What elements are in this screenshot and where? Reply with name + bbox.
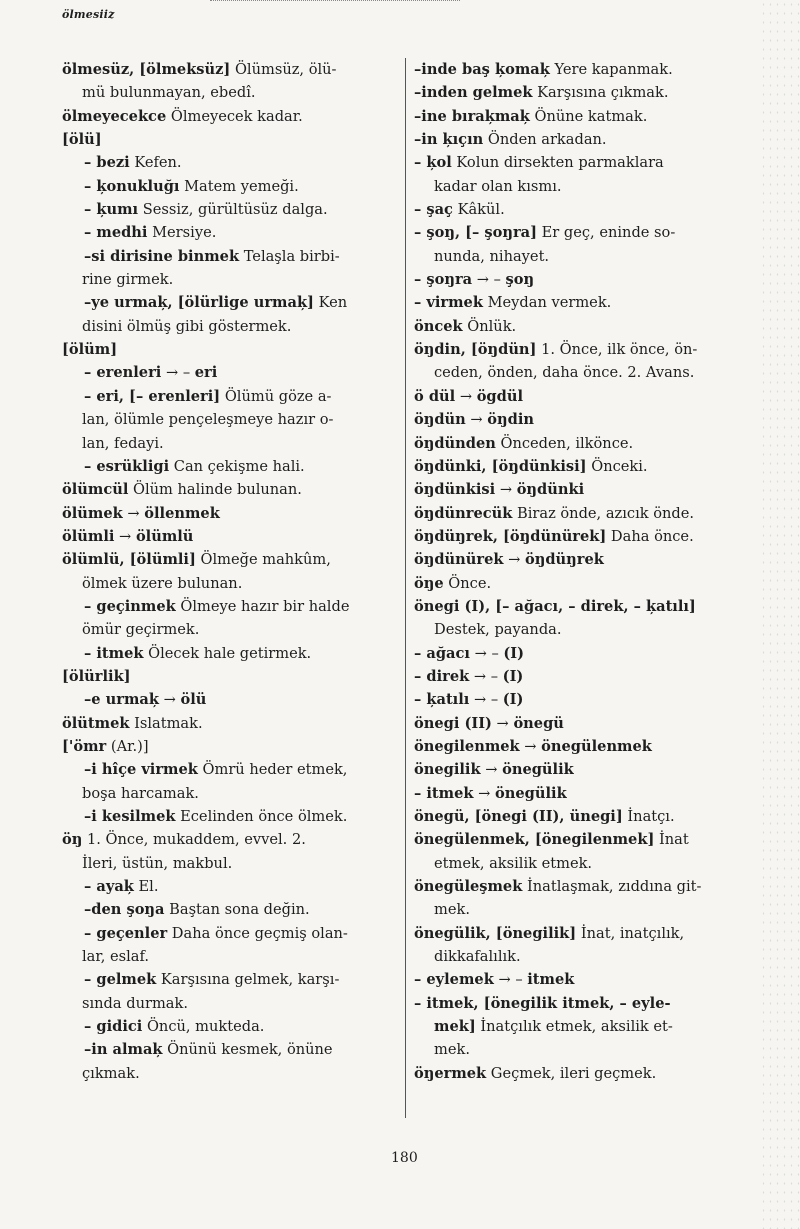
entry-line — [62, 175, 400, 198]
headword: öŋdünden — [414, 434, 496, 452]
headword: öŋdin — [487, 411, 534, 429]
headword: ['ömr — [62, 737, 107, 755]
definition-text: lan, ölümle pençeleşmeye hazır o- — [82, 411, 334, 429]
entry-line — [62, 548, 400, 571]
entry-line — [414, 315, 744, 338]
entry-line — [62, 572, 400, 595]
definition-text: etmek, aksilik etmek. — [434, 854, 593, 872]
definition-text: Er geç, eninde so- — [537, 224, 676, 242]
headword: – esrükligi — [84, 457, 170, 475]
headword: öŋdünkisi — [414, 481, 496, 499]
headword: ölü — [180, 691, 207, 709]
headword: – ķumı — [84, 201, 139, 219]
entry-line — [62, 502, 400, 525]
definition-text: → — [480, 761, 503, 779]
headword: – virmek — [414, 294, 483, 312]
headword: öŋermek — [414, 1064, 487, 1082]
entry-line — [414, 385, 744, 408]
definition-text: kadar olan kısmı. — [434, 177, 562, 195]
entry-line — [414, 338, 744, 361]
headword: – ķol — [414, 154, 452, 172]
headword: öncek — [414, 317, 463, 335]
headword: öŋdüŋrek — [524, 551, 604, 569]
headword: öŋdin, [öŋdün] — [414, 341, 537, 359]
entry-line — [414, 198, 744, 221]
headword: önegülik — [502, 761, 574, 779]
entry-line — [414, 455, 744, 478]
definition-text: İleri, üstün, makbul. — [82, 854, 233, 872]
headword: ölümlü — [135, 527, 194, 545]
entry-line — [414, 408, 744, 431]
headword: önegülik, [önegilik] — [414, 924, 577, 942]
entry-line — [62, 268, 400, 291]
entry-line — [62, 1038, 400, 1061]
headword: itmek — [527, 971, 575, 989]
definition-text: Ölümsüz, ölü- — [230, 61, 337, 78]
definition-text: Daha önce geçmiş olan- — [167, 924, 348, 942]
definition-text: Önceden, ilkönce. — [495, 434, 634, 452]
definition-text: Önlük. — [462, 317, 517, 335]
entry-line — [62, 828, 400, 851]
headword: – erenleri — [84, 364, 162, 382]
definition-text: İnat — [654, 831, 689, 849]
headword: – direk — [414, 667, 470, 685]
entry-line — [414, 478, 744, 501]
headword: – gelmek — [84, 971, 157, 989]
definition-text: mek. — [434, 901, 470, 919]
definition-text: sında durmak. — [82, 994, 188, 1012]
definition-text: ömür geçirmek. — [82, 621, 200, 639]
definition-text: → — [114, 527, 136, 545]
headword: –in ķıçın — [414, 131, 484, 149]
definition-text: → — [455, 387, 477, 405]
entry-line — [62, 758, 400, 781]
definition-text: Önüne katmak. — [529, 107, 648, 125]
headword: önegi (I), [– ağacı, – direk, – ķatılı] — [414, 597, 696, 615]
entry-line — [62, 688, 400, 711]
definition-text: 1. Önce, mukaddem, evvel. 2. — [82, 831, 306, 849]
headword: öŋe — [414, 574, 444, 592]
entry-line — [62, 455, 400, 478]
entry-line — [414, 1038, 744, 1061]
headword: – ķatılı — [414, 691, 470, 709]
entry-line — [62, 525, 400, 548]
headword: (I) — [503, 644, 525, 662]
definition-text: 1. Önce, ilk önce, ön- — [536, 341, 698, 359]
entry-line — [414, 548, 744, 571]
definition-text: Geçmek, ileri geçmek. — [486, 1064, 657, 1082]
entry-line — [414, 712, 744, 735]
headword: – şoŋ, [– şoŋra] — [414, 224, 537, 242]
entry-line — [414, 688, 744, 711]
entry-line — [414, 151, 744, 174]
entry-line — [414, 828, 744, 851]
entry-line — [62, 385, 400, 408]
entry-line — [62, 735, 400, 758]
definition-text: Baştan sona değin. — [164, 901, 310, 919]
scan-edge-noise — [760, 0, 800, 1229]
entry-line — [414, 361, 744, 384]
definition-text: ceden, önden, daha önce. 2. Avans. — [434, 364, 695, 382]
headword: – medhi — [84, 224, 148, 242]
definition-text: Karşısına çıkmak. — [532, 84, 669, 102]
definition-text: Kolun dirsekten parmaklara — [451, 154, 664, 172]
entry-line — [414, 525, 744, 548]
entry-line — [62, 221, 400, 244]
headword: – şaç — [414, 201, 453, 219]
entry-line — [414, 175, 744, 198]
headword: (I) — [502, 691, 524, 709]
entry-line — [62, 151, 400, 174]
entry-line — [414, 968, 744, 991]
entry-line — [414, 922, 744, 945]
definition-text: Ölümü göze a- — [220, 387, 332, 405]
definition-text: → – — [469, 667, 503, 685]
top-edge-rule — [210, 0, 460, 4]
definition-text: Ölecek hale getirmek. — [143, 644, 312, 662]
headword: – şoŋra — [414, 271, 473, 289]
entry-line — [414, 58, 744, 81]
entry-line — [62, 245, 400, 268]
headword: (I) — [502, 667, 524, 685]
headword: –e urmaķ — [84, 691, 159, 709]
definition-text: dikkafalılık. — [434, 948, 521, 966]
headword: önegilik — [414, 761, 481, 779]
headword: ölümlü, [ölümli] — [62, 551, 196, 569]
headword: –den şoŋa — [84, 901, 165, 919]
entry-line — [414, 291, 744, 314]
entry-line — [62, 81, 400, 104]
definition-text: İnat, inatçılık, — [576, 924, 685, 942]
headword: –i hîçe virmek — [84, 761, 198, 779]
headword: –in almaķ — [84, 1041, 163, 1059]
entry-line — [414, 105, 744, 128]
definition-text: → – — [469, 691, 503, 709]
headword: –inden gelmek — [414, 84, 533, 102]
headword: –inde baş ķomaķ — [414, 61, 550, 78]
definition-text: Biraz önde, azıcık önde. — [512, 504, 695, 522]
entry-line — [62, 361, 400, 384]
headword: –si dirisine binmek — [84, 247, 240, 265]
entry-line — [62, 58, 400, 81]
entry-line — [414, 221, 744, 244]
headword: – bezi — [84, 154, 130, 172]
headword: önegü, [önegi (II), ünegi] — [414, 808, 623, 825]
definition-text: Ölüm halinde bulunan. — [128, 481, 302, 499]
running-head: ölmesiiz — [62, 8, 115, 21]
definition-text: Önceki. — [586, 457, 648, 475]
definition-text: Kâkül. — [452, 201, 505, 219]
definition-text: Ölmeyecek kadar. — [166, 107, 303, 125]
headword: – eylemek — [414, 971, 494, 989]
headword: ölmesüz, [ölmeksüz] — [62, 61, 231, 78]
definition-text: Telaşla birbi- — [239, 247, 340, 265]
headword: ölümek — [62, 504, 123, 522]
headword: öŋdünrecük — [414, 504, 513, 522]
entry-line — [414, 245, 744, 268]
definition-text: çıkmak. — [82, 1064, 140, 1082]
definition-text: → — [465, 411, 488, 429]
headword: ölümli — [62, 527, 115, 545]
definition-text: lan, fedayi. — [82, 434, 164, 452]
entry-line — [414, 618, 744, 641]
definition-text: rine girmek. — [82, 271, 174, 289]
entry-line — [414, 1015, 744, 1038]
headword: [ölüm] — [62, 341, 118, 359]
definition-text: → – — [161, 364, 195, 382]
definition-text: Daha önce. — [606, 527, 694, 545]
entry-line — [62, 712, 400, 735]
entry-line — [414, 852, 744, 875]
headword: öŋdünki, [öŋdünkisi] — [414, 457, 587, 475]
definition-text: mü bulunmayan, ebedî. — [82, 84, 256, 102]
entry-line — [414, 1062, 744, 1085]
definition-text: lar, eslaf. — [82, 948, 150, 966]
headword: öŋdünki — [516, 481, 585, 499]
definition-text: → – — [472, 271, 506, 289]
definition-text: → — [503, 551, 525, 569]
entry-line — [62, 1015, 400, 1038]
headword: önegülik — [495, 784, 567, 802]
definition-text: ölmek üzere bulunan. — [82, 574, 243, 592]
definition-text: Yere kapanmak. — [549, 61, 673, 78]
headword: öŋdünürek — [414, 551, 504, 569]
entry-line — [414, 758, 744, 781]
definition-text: İnatçılık etmek, aksilik et- — [475, 1018, 673, 1036]
definition-text: Önden arkadan. — [483, 131, 607, 149]
headword: öŋ — [62, 831, 83, 849]
headword: önegülenmek, [önegilenmek] — [414, 831, 655, 849]
entry-line — [62, 408, 400, 431]
definition-text: Mersiye. — [147, 224, 217, 242]
entry-line — [62, 852, 400, 875]
definition-text: → — [158, 691, 181, 709]
headword: ölmeyecekce — [62, 107, 167, 125]
headword: – itmek, [önegilik itmek, – eyle- — [414, 994, 671, 1012]
entry-line — [62, 315, 400, 338]
headword: [ölürlik] — [62, 667, 131, 685]
entry-line — [414, 945, 744, 968]
entry-line — [414, 735, 744, 758]
entry-line — [414, 805, 744, 828]
entry-line — [62, 922, 400, 945]
entry-line — [62, 1062, 400, 1085]
entry-line — [62, 968, 400, 991]
definition-text: Sessiz, gürültüsüz dalga. — [138, 201, 328, 219]
headword: ölümcül — [62, 481, 129, 499]
headword: önegü — [513, 714, 564, 732]
entry-line — [414, 642, 744, 665]
definition-text: → — [495, 481, 517, 499]
definition-text: disini ölmüş gibi göstermek. — [82, 317, 292, 335]
entry-line — [414, 992, 744, 1015]
definition-text: Öncü, mukteda. — [142, 1018, 265, 1036]
column-divider — [405, 58, 406, 1118]
definition-text: → — [491, 714, 514, 732]
entry-line — [62, 595, 400, 618]
definition-text: Kefen. — [129, 154, 182, 172]
headword: önegi (II) — [414, 714, 492, 732]
headword: önegilenmek — [414, 737, 520, 755]
headword: – ayaķ — [84, 878, 134, 896]
entry-line — [62, 478, 400, 501]
entry-line — [414, 502, 744, 525]
definition-text: Islatmak. — [129, 714, 203, 732]
definition-text: → — [122, 504, 145, 522]
entry-line — [62, 642, 400, 665]
entry-line — [62, 105, 400, 128]
definition-text: Meydan vermek. — [482, 294, 612, 312]
entry-line — [62, 898, 400, 921]
entry-line — [62, 338, 400, 361]
definition-text: Ömrü heder etmek, — [197, 761, 348, 779]
definition-text: Ecelinden önce ölmek. — [175, 808, 348, 825]
definition-text: → — [519, 737, 542, 755]
definition-text: mek. — [434, 1041, 470, 1059]
headword: – geçinmek — [84, 597, 176, 615]
page-number: 180 — [391, 1150, 418, 1166]
headword: öllenmek — [144, 504, 220, 522]
definition-text: Can çekişme hali. — [169, 457, 305, 475]
headword: – ağacı — [414, 644, 470, 662]
headword: – itmek — [414, 784, 474, 802]
entry-line — [414, 572, 744, 595]
entry-line — [62, 945, 400, 968]
entry-line — [62, 618, 400, 641]
left-column — [62, 58, 400, 1085]
definition-text: → — [473, 784, 496, 802]
entry-line — [62, 782, 400, 805]
headword: –ye urmaķ, [ölürlige urmaķ] — [84, 294, 314, 312]
headword: önegülenmek — [541, 737, 652, 755]
entry-line — [414, 595, 744, 618]
headword: [ölü] — [62, 131, 102, 149]
entry-line — [62, 665, 400, 688]
headword: –i kesilmek — [84, 808, 176, 825]
headword: ölütmek — [62, 714, 130, 732]
entry-line — [414, 875, 744, 898]
definition-text: → – — [493, 971, 528, 989]
definition-text: İnatçı. — [622, 808, 675, 825]
headword: eri — [194, 364, 218, 382]
entry-line — [62, 805, 400, 828]
headword: mek] — [434, 1018, 476, 1036]
entry-line — [62, 291, 400, 314]
definition-text: Matem yemeği. — [179, 177, 299, 195]
right-column — [414, 58, 744, 1085]
entry-line — [414, 782, 744, 805]
definition-text: Önce. — [443, 574, 492, 592]
entry-line — [414, 898, 744, 921]
headword: –ine bıraķmaķ — [414, 107, 530, 125]
definition-text: Destek, payanda. — [434, 621, 562, 639]
headword: – itmek — [84, 644, 144, 662]
entry-line — [414, 665, 744, 688]
headword: ö dül — [414, 387, 456, 405]
entry-line — [62, 128, 400, 151]
definition-text: Ölmeğe mahkûm, — [195, 551, 331, 569]
entry-line — [62, 432, 400, 455]
definition-text: Ken — [313, 294, 348, 312]
entry-line — [414, 128, 744, 151]
entry-line — [414, 81, 744, 104]
headword: şoŋ — [505, 271, 535, 289]
entry-line — [62, 198, 400, 221]
definition-text: (Ar.)] — [106, 737, 149, 755]
entry-line — [62, 875, 400, 898]
headword: ögdül — [476, 387, 523, 405]
entry-line — [62, 992, 400, 1015]
entry-line — [414, 432, 744, 455]
headword: – gidici — [84, 1018, 143, 1036]
definition-text: Ölmeye hazır bir halde — [175, 597, 350, 615]
definition-text: → – — [469, 644, 504, 662]
definition-text: boşa harcamak. — [82, 784, 199, 802]
entry-line — [414, 268, 744, 291]
headword: önegüleşmek — [414, 878, 523, 896]
definition-text: El. — [133, 878, 159, 896]
definition-text: Önünü kesmek, önüne — [162, 1041, 333, 1059]
definition-text: nunda, nihayet. — [434, 247, 550, 265]
headword: – eri, [– erenleri] — [84, 387, 221, 405]
headword: öŋdüŋrek, [öŋdünürek] — [414, 527, 607, 545]
definition-text: Karşısına gelmek, karşı- — [156, 971, 340, 989]
definition-text: İnatlaşmak, zıddına git- — [522, 878, 702, 896]
headword: öŋdün — [414, 411, 466, 429]
headword: – ķonukluğı — [84, 177, 180, 195]
headword: – geçenler — [84, 924, 168, 942]
